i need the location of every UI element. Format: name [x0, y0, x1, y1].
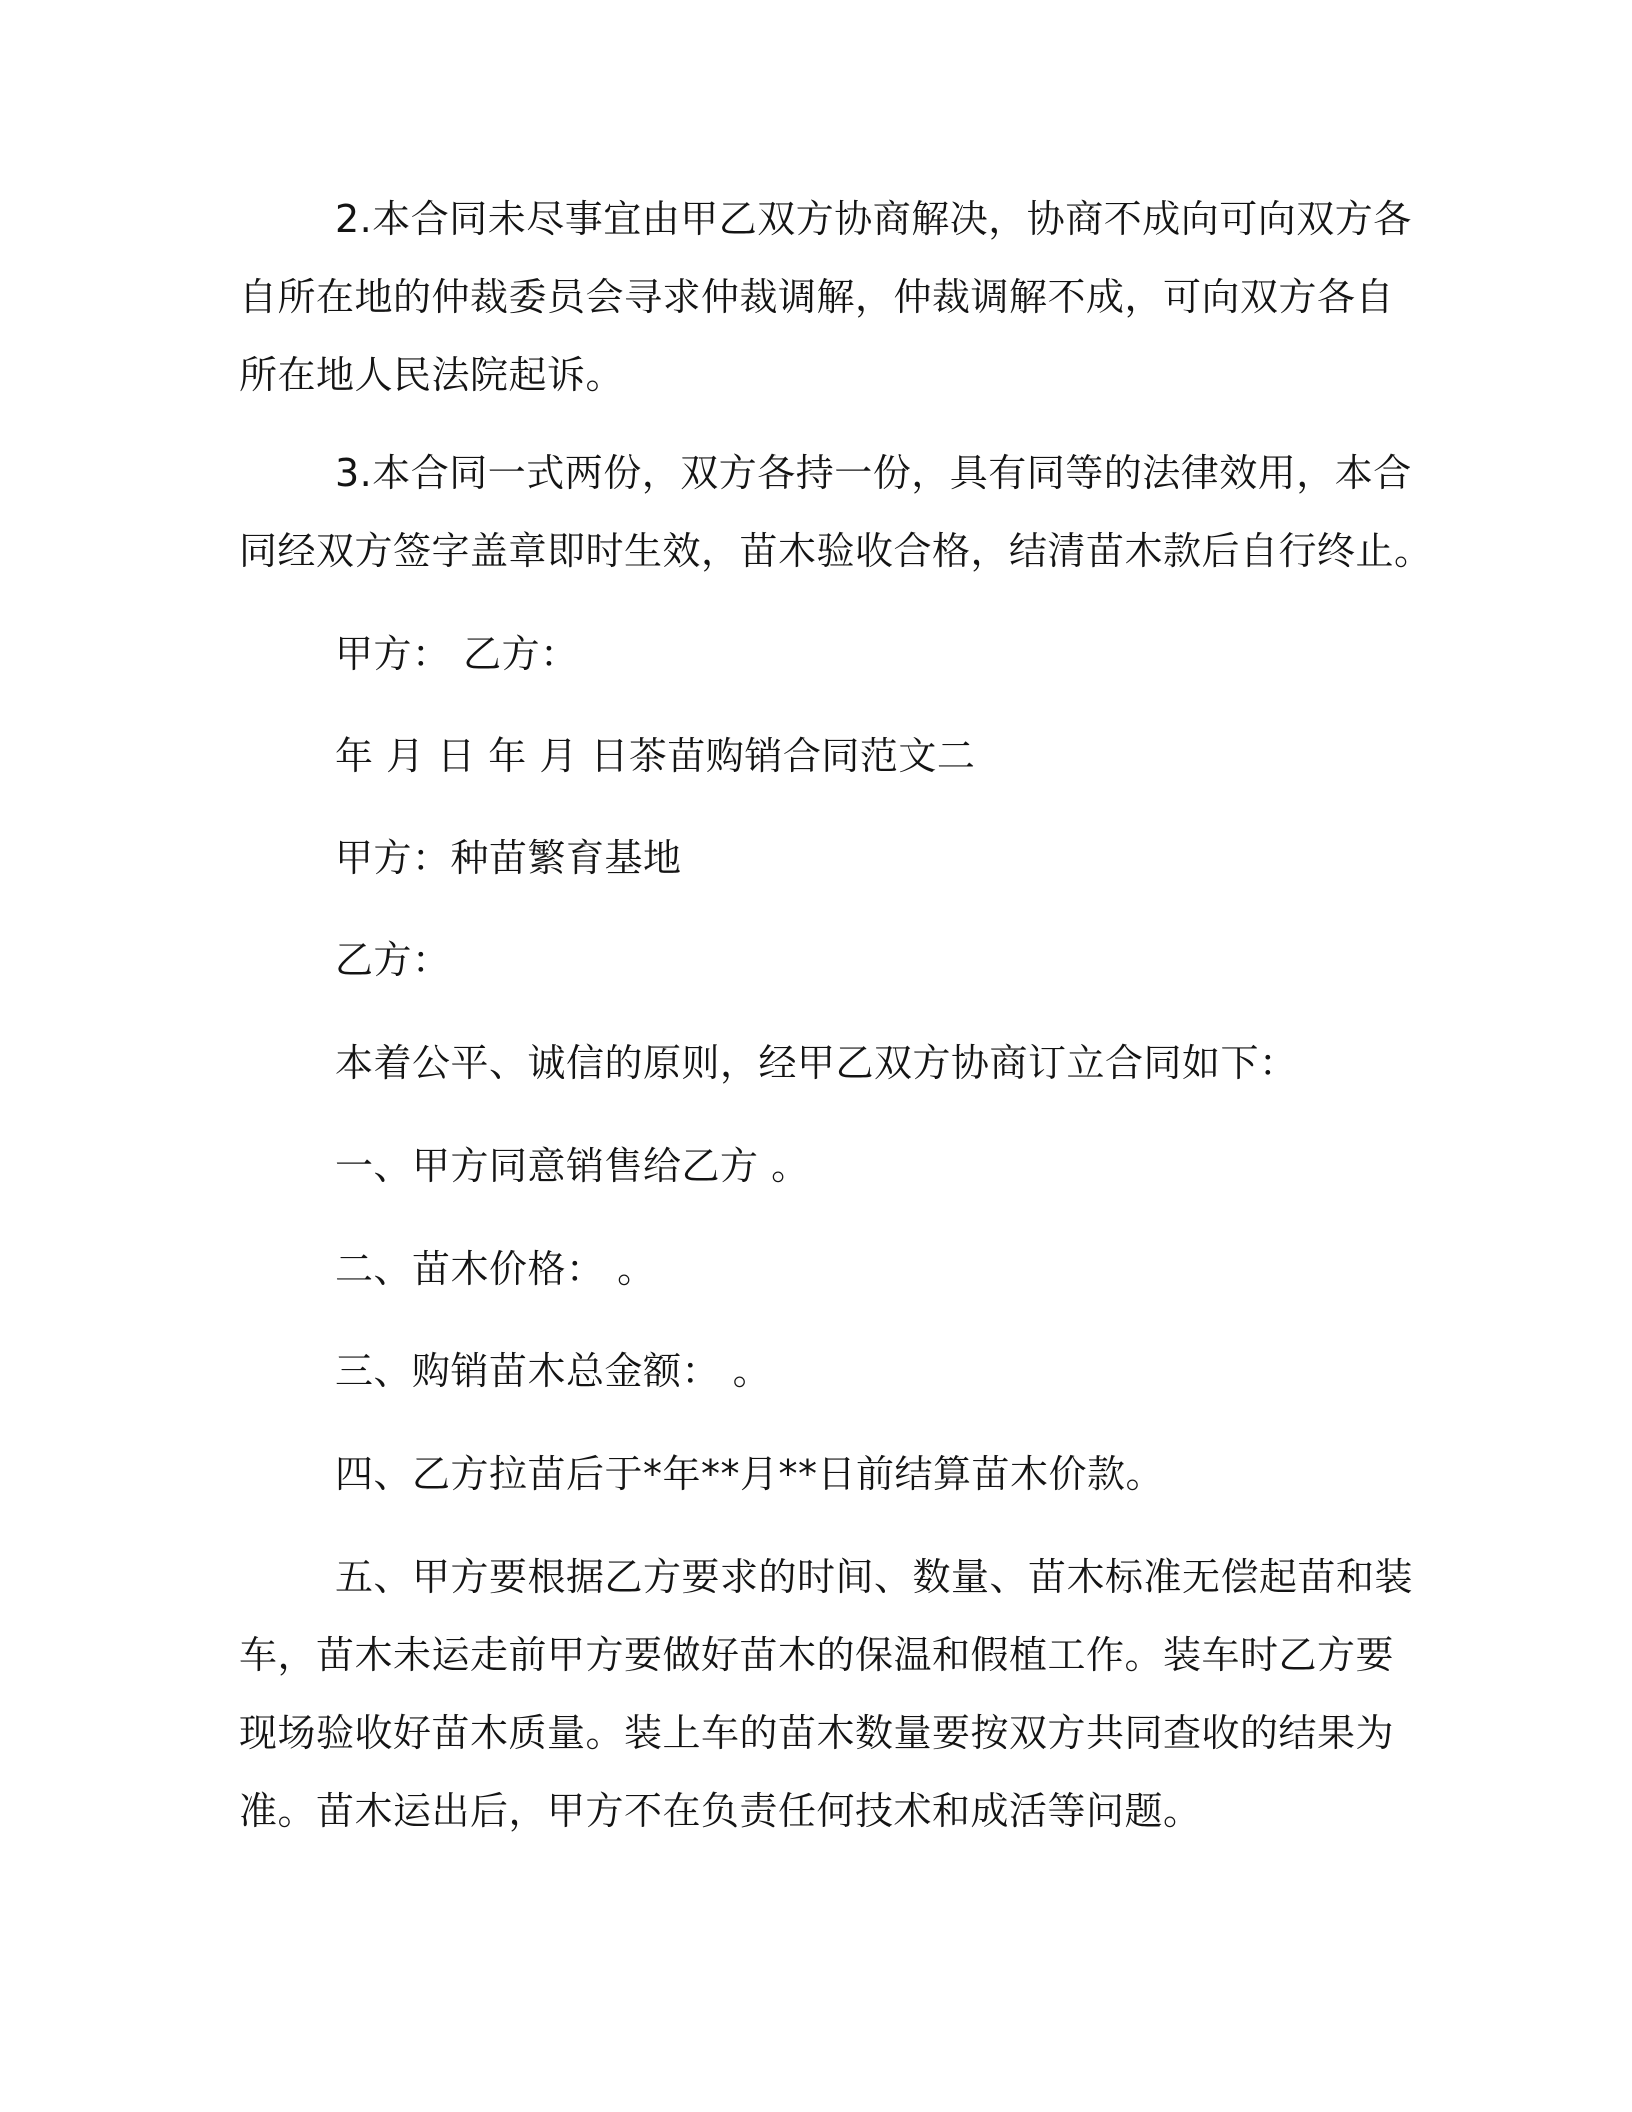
dates-and-title-line: [239, 717, 1475, 795]
item-1-line: [239, 1127, 1475, 1205]
item-5-line-4: 准。苗木运出后，甲方不在负责任何技术和成活等问题。: [239, 1789, 1202, 1833]
signature-text: 甲方： 乙方：: [335, 632, 579, 676]
item-4-text: 四、乙方拉苗后于*年**月**日前结算苗木价款。: [335, 1452, 1165, 1496]
clause-2-line-1: 2.本合同未尽事宜由甲乙双方协商解决，协商不成向可向双方各: [335, 197, 1412, 241]
item-5-line-2: 车，苗木未运走前甲方要做好苗木的保温和假植工作。装车时乙方要: [239, 1633, 1395, 1677]
clause-2-line-3: 所在地人民法院起诉。: [239, 353, 625, 397]
party-a-line: [239, 819, 1475, 897]
signature-line: [239, 615, 1475, 693]
preamble-line: [239, 1024, 1475, 1102]
clause-2-line-2: 自所在地的仲裁委员会寻求仲裁调解，仲裁调解不成，可向双方各自: [239, 275, 1395, 319]
clause-2-paragraph: [239, 180, 1412, 414]
clause-3-line-2: 同经双方签字盖章即时生效，苗木验收合格，结清苗木款后自行终止。: [239, 529, 1433, 573]
dates-and-title-text: 年 月 日 年 月 日茶苗购销合同范文二: [335, 734, 976, 778]
item-5-paragraph: [239, 1538, 1414, 1850]
item-2-line: [239, 1230, 1475, 1308]
item-1-text: 一、甲方同意销售给乙方 。: [335, 1144, 810, 1188]
clause-3-paragraph: [239, 434, 1433, 590]
item-5-line-1: 五、甲方要根据乙方要求的时间、数量、苗木标准无偿起苗和装: [335, 1555, 1414, 1599]
party-a-text: 甲方：种苗繁育基地: [335, 836, 682, 880]
clause-3-line-1: 3.本合同一式两份，双方各持一份，具有同等的法律效用，本合: [335, 451, 1412, 495]
item-4-line: [239, 1435, 1475, 1513]
preamble-text: 本着公平、诚信的原则，经甲乙双方协商订立合同如下：: [335, 1041, 1298, 1085]
item-5-line-3: 现场验收好苗木质量。装上车的苗木数量要按双方共同查收的结果为: [239, 1711, 1395, 1755]
item-3-text: 三、购销苗木总金额： 。: [335, 1349, 772, 1393]
party-b-text: 乙方：: [335, 938, 451, 982]
party-b-line: [239, 921, 1475, 999]
item-2-text: 二、苗木价格： 。: [335, 1247, 656, 1291]
item-3-line: [239, 1332, 1475, 1410]
